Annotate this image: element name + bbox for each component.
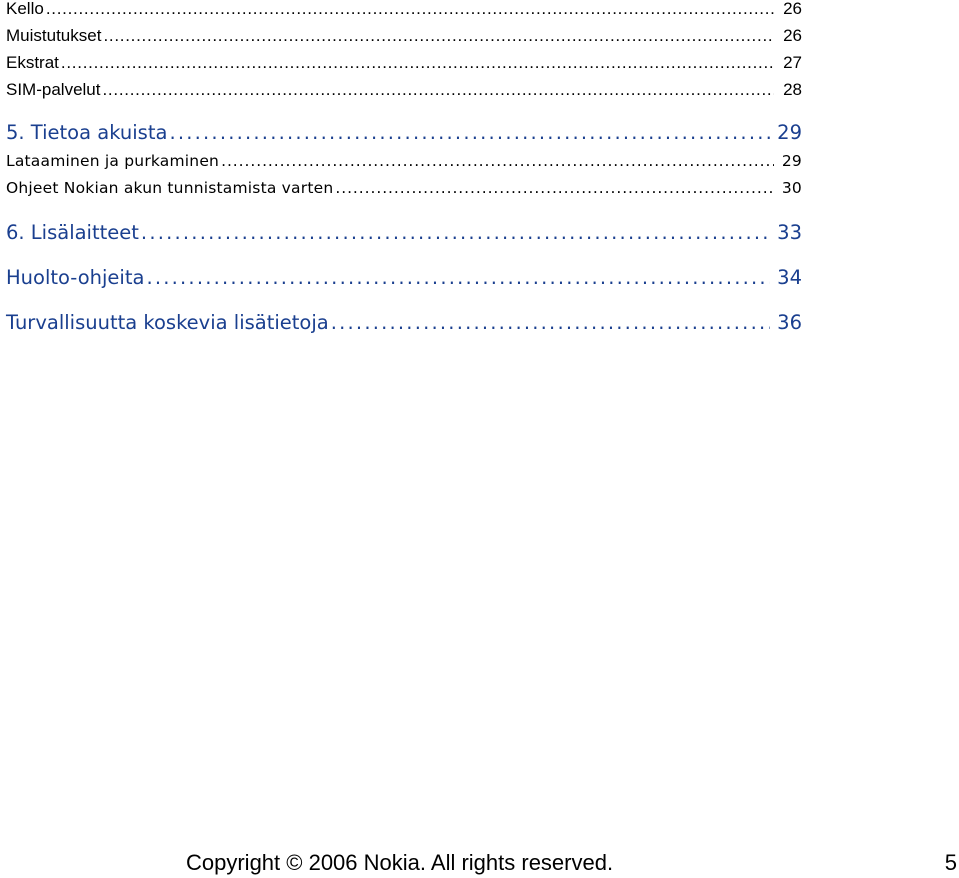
dot-leader — [331, 311, 770, 334]
toc-section-tietoa-akuista[interactable] — [6, 121, 802, 144]
dot-leader — [46, 0, 774, 19]
toc-section-title: Turvallisuutta koskevia lisätietoja — [6, 311, 329, 334]
toc-entry-title: Kello — [6, 0, 44, 18]
toc-section-page: 34 — [777, 266, 802, 289]
toc-entry-ohjeet-nokian-akun[interactable] — [6, 179, 802, 197]
toc-entry-page: 29 — [781, 152, 802, 170]
toc-entry-lataaminen[interactable] — [6, 152, 802, 170]
toc-section-page: 29 — [777, 121, 802, 144]
toc-entry-title: Lataaminen ja purkaminen — [6, 152, 220, 170]
dot-leader — [102, 80, 774, 100]
toc-entry-title: SIM-palvelut — [6, 80, 101, 99]
toc-section-huolto-ohjeita[interactable] — [6, 266, 802, 289]
dot-leader — [141, 221, 770, 244]
toc-entry-sim-palvelut[interactable] — [6, 80, 802, 100]
toc-entry-title: Muistutukset — [6, 26, 102, 45]
toc-section-turvallisuutta[interactable] — [6, 311, 802, 334]
toc-entry-title: Ohjeet Nokian akun tunnistamista varten — [6, 179, 334, 197]
dot-leader — [103, 26, 774, 46]
toc-section-title: 6. Lisälaitteet — [6, 221, 139, 244]
toc-entry-kello[interactable] — [6, 0, 802, 19]
dot-leader — [61, 53, 774, 73]
dot-leader — [169, 121, 770, 144]
toc-entry-ekstrat[interactable] — [6, 53, 802, 73]
toc-entry-page: 26 — [783, 26, 802, 45]
toc-entry-page: 26 — [783, 0, 802, 18]
dot-leader — [146, 266, 770, 289]
toc-section-lisalaitteet[interactable] — [6, 221, 802, 244]
dot-leader — [335, 179, 774, 197]
toc-section-page: 36 — [777, 311, 802, 334]
toc-entry-title: Ekstrat — [6, 53, 59, 72]
toc-entry-page: 30 — [781, 179, 802, 197]
toc-entry-page: 28 — [783, 80, 802, 99]
page-footer — [0, 850, 959, 878]
copyright-notice: Copyright © 2006 Nokia. All rights reserved. — [186, 850, 614, 875]
toc-section-title: 5. Tietoa akuista — [6, 121, 168, 144]
toc-entry-muistutukset[interactable] — [6, 26, 802, 46]
dot-leader — [221, 152, 774, 170]
toc-section-page: 33 — [777, 221, 802, 244]
toc-entry-page: 27 — [783, 53, 802, 72]
page-number: 5 — [944, 850, 957, 875]
toc-section-title: Huolto-ohjeita — [6, 266, 145, 289]
